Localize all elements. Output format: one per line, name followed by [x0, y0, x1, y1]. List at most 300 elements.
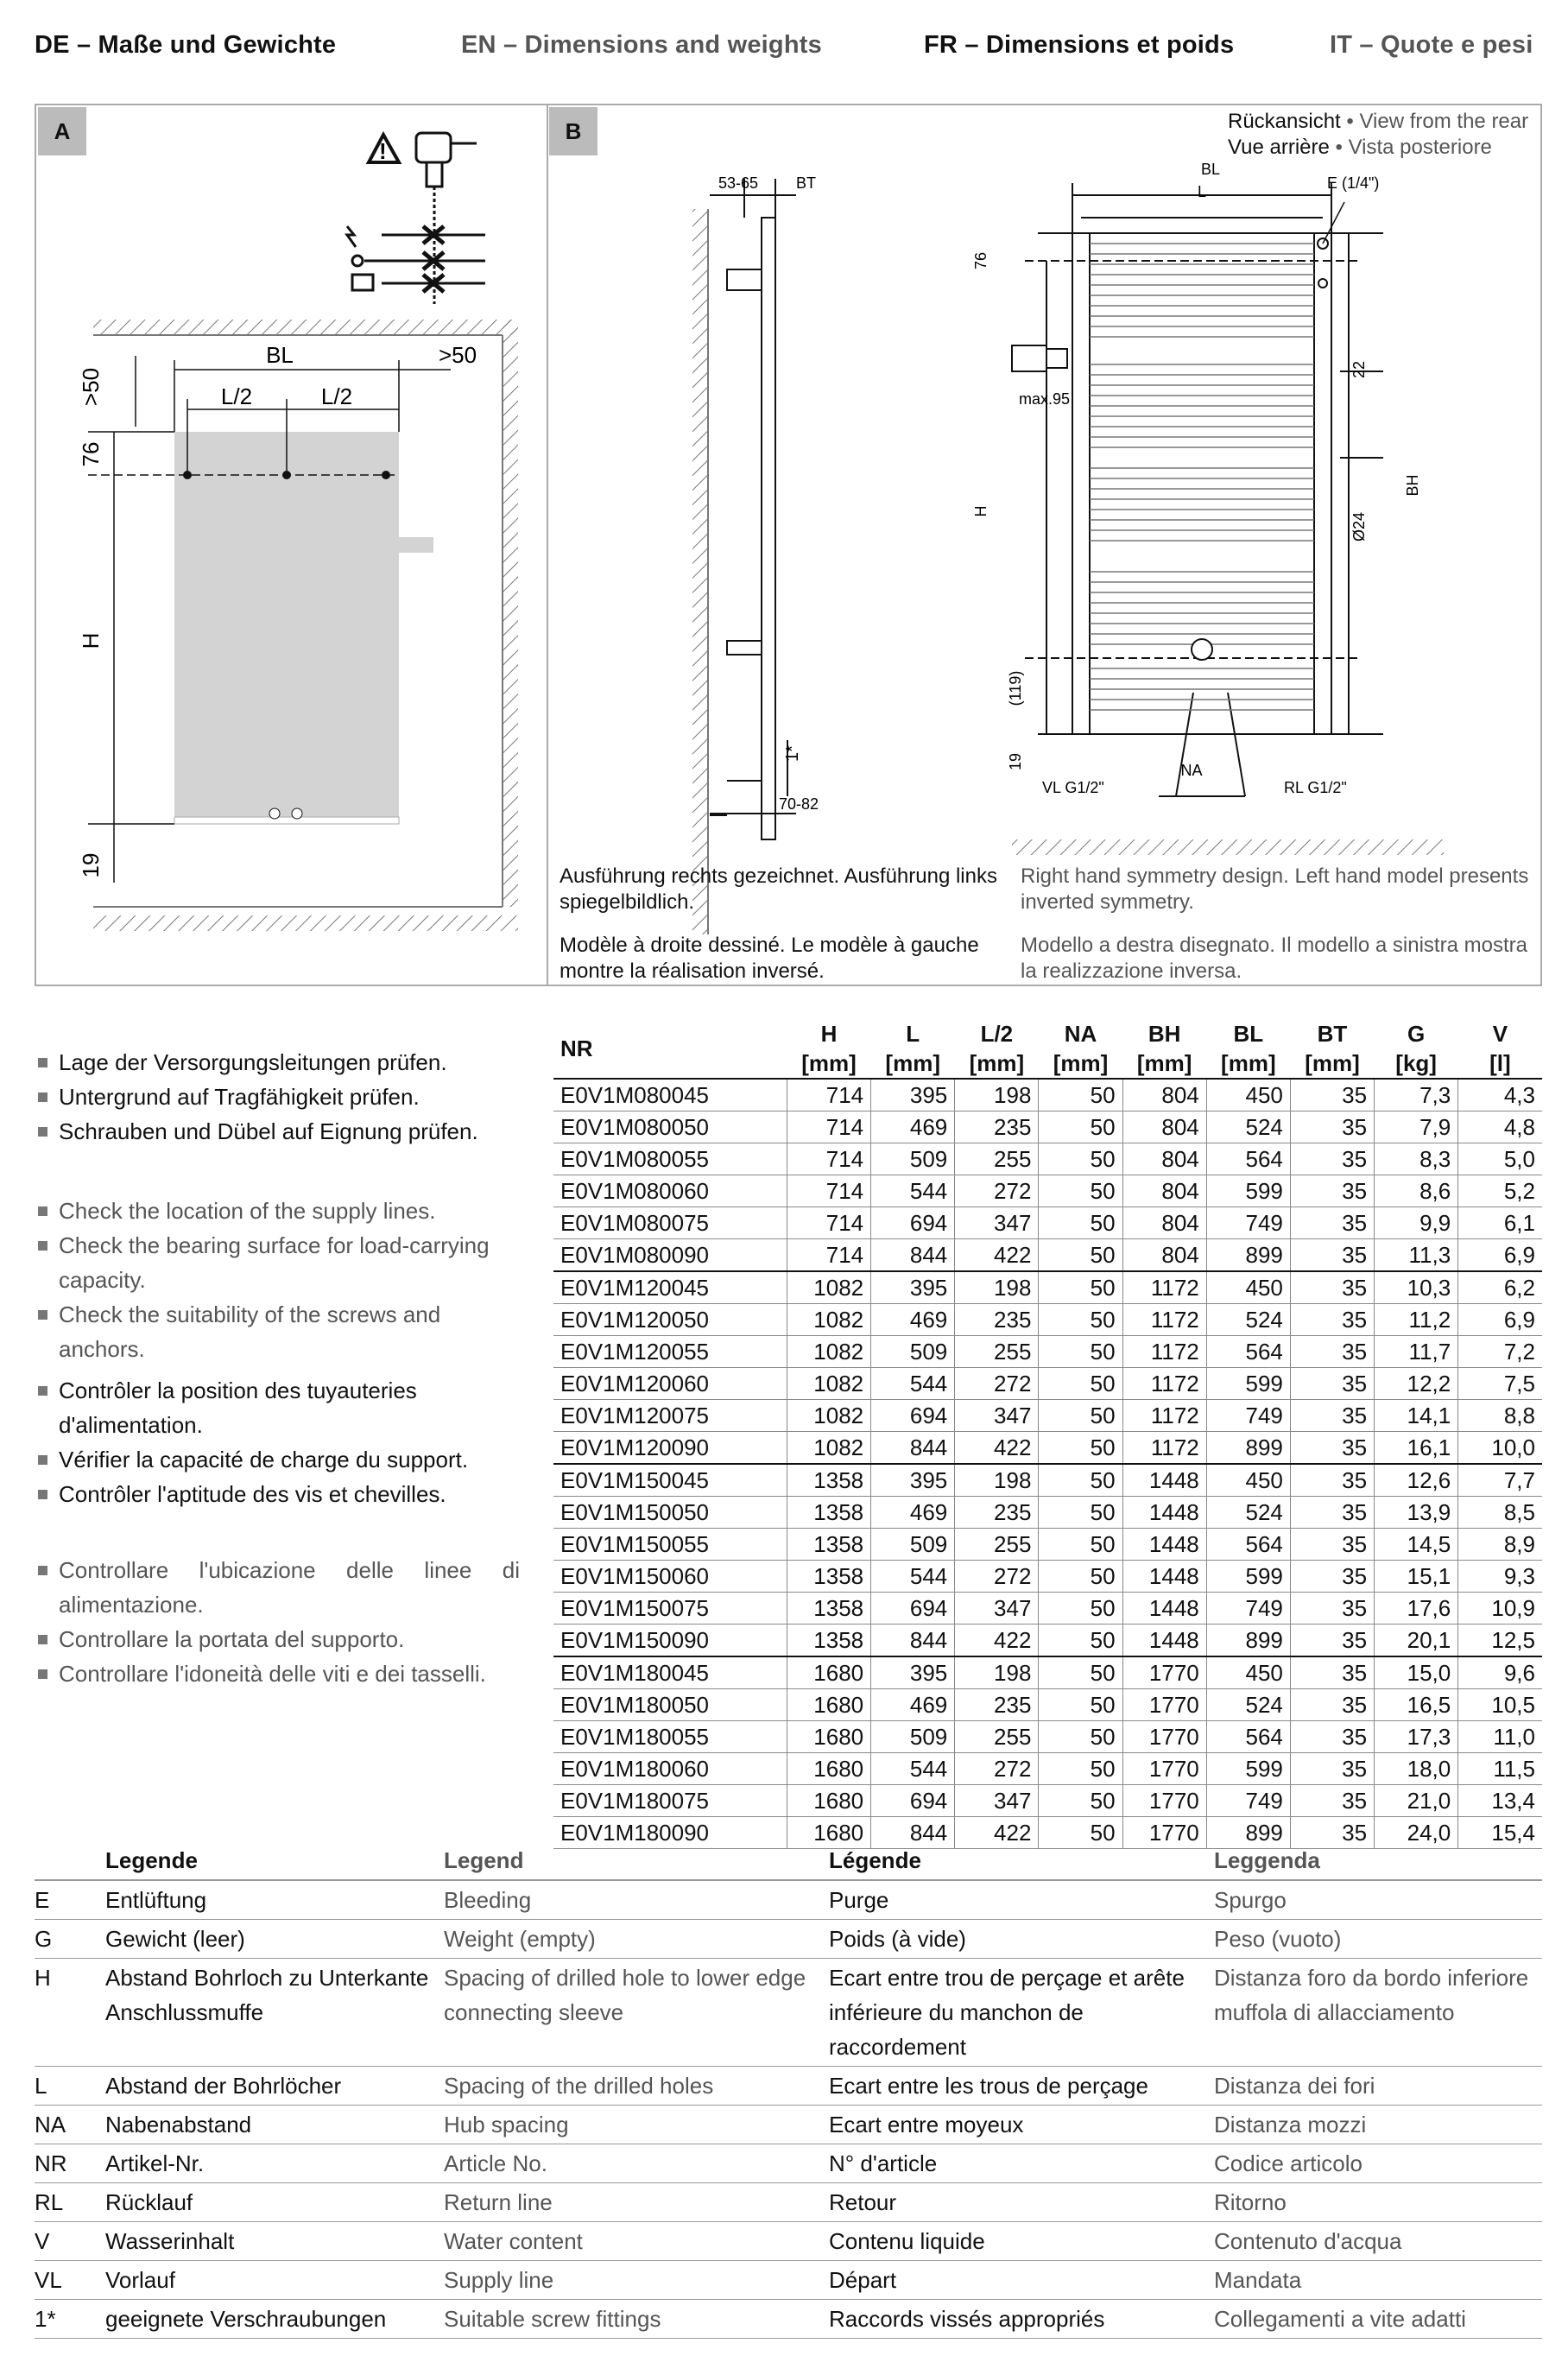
legend-de: Nabenabstand: [105, 2106, 444, 2144]
check-item: Contrôler la position des tuyauteries d'alimentation.: [35, 1373, 520, 1442]
value-cell: 35: [1290, 1207, 1374, 1239]
value-cell: 50: [1039, 1336, 1122, 1368]
legend-key: 1*: [35, 2300, 105, 2339]
legend-fr: Contenu liquide: [829, 2222, 1214, 2261]
article-number-cell: E0V1M080045: [553, 1079, 787, 1112]
b-label-19: 19: [1007, 752, 1024, 771]
article-number-cell: E0V1M180090: [553, 1817, 787, 1849]
article-number-cell: E0V1M150060: [553, 1561, 787, 1593]
value-cell: 8,3: [1375, 1143, 1458, 1175]
value-cell: 50: [1039, 1561, 1122, 1593]
legend-it: Distanza dei fori: [1214, 2067, 1542, 2106]
value-cell: 844: [871, 1432, 955, 1465]
table-row: [553, 1400, 1542, 1432]
value-cell: 50: [1039, 1624, 1122, 1657]
value-cell: 1448: [1122, 1464, 1206, 1497]
value-cell: 255: [955, 1336, 1039, 1368]
value-cell: 6,9: [1458, 1304, 1542, 1336]
value-cell: 50: [1039, 1304, 1122, 1336]
value-cell: 1448: [1122, 1529, 1206, 1561]
a-label-l2b: L/2: [320, 383, 353, 409]
legend-en: Hub spacing: [444, 2106, 829, 2144]
value-cell: 35: [1290, 1497, 1374, 1529]
value-cell: 7,2: [1458, 1336, 1542, 1368]
value-cell: 13,4: [1458, 1785, 1542, 1817]
legend-de: Vorlauf: [105, 2261, 444, 2300]
check-item: Lage der Versorgungsleitungen prüfen.: [35, 1045, 520, 1080]
value-cell: 844: [871, 1239, 955, 1272]
value-cell: 422: [955, 1239, 1039, 1272]
article-number-cell: E0V1M120055: [553, 1336, 787, 1368]
legend-row: [35, 2183, 1542, 2222]
a-label-bl: BL: [266, 342, 294, 368]
table-row: [553, 1271, 1542, 1304]
value-cell: 599: [1206, 1753, 1290, 1785]
a-label-gt50-side: >50: [78, 367, 104, 407]
value-cell: 8,8: [1458, 1400, 1542, 1432]
value-cell: 35: [1290, 1304, 1374, 1336]
value-cell: 50: [1039, 1079, 1122, 1112]
b-label-rl: RL G1/2": [1284, 779, 1347, 796]
value-cell: 347: [955, 1207, 1039, 1239]
value-cell: 255: [955, 1143, 1039, 1175]
value-cell: 255: [955, 1721, 1039, 1753]
value-cell: 10,3: [1375, 1271, 1458, 1304]
value-cell: 1358: [787, 1561, 870, 1593]
legend-row: [35, 1959, 1542, 2067]
b-label-na: NA: [1180, 762, 1203, 779]
article-number-cell: E0V1M120090: [553, 1432, 787, 1465]
value-cell: 8,6: [1375, 1175, 1458, 1207]
header-it: IT – Quote e pesi: [1330, 31, 1533, 59]
value-cell: 35: [1290, 1079, 1374, 1112]
value-cell: 395: [871, 1079, 955, 1112]
value-cell: 509: [871, 1721, 955, 1753]
value-cell: 17,3: [1375, 1721, 1458, 1753]
value-cell: 749: [1206, 1785, 1290, 1817]
b-label-bt: BT: [796, 174, 817, 192]
value-cell: 1358: [787, 1624, 870, 1657]
b-label-76: 76: [972, 251, 989, 270]
value-cell: 1448: [1122, 1561, 1206, 1593]
note-fr: Modèle à droite dessiné. Le modèle à gauche montre la réalisation inversé.: [560, 934, 979, 983]
value-cell: 694: [871, 1785, 955, 1817]
value-cell: 469: [871, 1689, 955, 1721]
value-cell: 272: [955, 1175, 1039, 1207]
value-cell: 255: [955, 1529, 1039, 1561]
value-cell: 35: [1290, 1529, 1374, 1561]
article-number-cell: E0V1M120050: [553, 1304, 787, 1336]
table-row: [553, 1656, 1542, 1689]
value-cell: 524: [1206, 1497, 1290, 1529]
value-cell: 844: [871, 1624, 955, 1657]
panel-b-tag: B: [549, 107, 597, 155]
value-cell: 544: [871, 1561, 955, 1593]
a-label-h: H: [78, 632, 104, 649]
header-fr: FR – Dimensions et poids: [924, 31, 1235, 59]
value-cell: 564: [1206, 1143, 1290, 1175]
value-cell: 6,1: [1458, 1207, 1542, 1239]
value-cell: 469: [871, 1497, 955, 1529]
check-item: Contrôler l'aptitude des vis et chevilles.: [35, 1477, 520, 1511]
value-cell: 272: [955, 1368, 1039, 1400]
value-cell: 35: [1290, 1432, 1374, 1465]
legend-de: geeignete Verschraubungen: [105, 2300, 444, 2339]
article-number-cell: E0V1M180075: [553, 1785, 787, 1817]
col-bh: BH [mm]: [1122, 1019, 1206, 1079]
article-number-cell: E0V1M080075: [553, 1207, 787, 1239]
col-bt: BT [mm]: [1290, 1019, 1374, 1079]
a-label-gt50-top: >50: [438, 342, 477, 368]
table-row: [553, 1304, 1542, 1336]
value-cell: 564: [1206, 1336, 1290, 1368]
value-cell: 12,6: [1375, 1464, 1458, 1497]
value-cell: 235: [955, 1304, 1039, 1336]
value-cell: 804: [1122, 1207, 1206, 1239]
value-cell: 50: [1039, 1785, 1122, 1817]
legend-row: [35, 1920, 1542, 1959]
value-cell: 1448: [1122, 1624, 1206, 1657]
legend-key: RL: [35, 2183, 105, 2222]
value-cell: 50: [1039, 1432, 1122, 1465]
legend-it: Codice articolo: [1214, 2144, 1542, 2183]
legend-en: Spacing of the drilled holes: [444, 2067, 829, 2106]
value-cell: 35: [1290, 1368, 1374, 1400]
legend-de: Abstand Bohrloch zu Unterkante Anschlussmuffe: [105, 1959, 444, 2067]
article-number-cell: E0V1M080060: [553, 1175, 787, 1207]
value-cell: 50: [1039, 1112, 1122, 1143]
check-item: Check the suitability of the screws and anchors.: [35, 1297, 520, 1366]
value-cell: 749: [1206, 1400, 1290, 1432]
checklist-fr: [35, 1373, 520, 1511]
b-label-1star: 1*: [783, 745, 802, 762]
svg-text:!: !: [379, 138, 387, 164]
value-cell: 1082: [787, 1336, 870, 1368]
tap-icon: [352, 275, 485, 290]
value-cell: 50: [1039, 1689, 1122, 1721]
legend-head-fr: Légende: [829, 1841, 1214, 1880]
value-cell: 599: [1206, 1368, 1290, 1400]
value-cell: 714: [787, 1207, 870, 1239]
value-cell: 1770: [1122, 1753, 1206, 1785]
b-label-max95: max.95: [1019, 390, 1071, 408]
value-cell: 469: [871, 1304, 955, 1336]
value-cell: 694: [871, 1400, 955, 1432]
value-cell: 524: [1206, 1689, 1290, 1721]
b-label-e: E (1/4"): [1327, 174, 1380, 192]
value-cell: 272: [955, 1561, 1039, 1593]
value-cell: 9,9: [1375, 1207, 1458, 1239]
b-label-l: L: [1197, 183, 1207, 200]
value-cell: 1172: [1122, 1304, 1206, 1336]
checklist-de: [35, 1045, 520, 1149]
value-cell: 35: [1290, 1143, 1374, 1175]
value-cell: 21,0: [1375, 1785, 1458, 1817]
value-cell: 694: [871, 1593, 955, 1624]
value-cell: 35: [1290, 1785, 1374, 1817]
value-cell: 7,3: [1375, 1079, 1458, 1112]
value-cell: 9,6: [1458, 1656, 1542, 1689]
table-row: [553, 1721, 1542, 1753]
table-row: [553, 1336, 1542, 1368]
value-cell: 235: [955, 1689, 1039, 1721]
value-cell: 6,9: [1458, 1239, 1542, 1272]
legend-en: Water content: [444, 2222, 829, 2261]
header-en: EN – Dimensions and weights: [461, 31, 822, 59]
check-item: Controllare l'ubicazione delle linee di alimentazione.: [35, 1553, 520, 1622]
article-number-cell: E0V1M120060: [553, 1368, 787, 1400]
note-de: Ausführung rechts gezeichnet. Ausführung links spiegelbildlich.: [560, 864, 997, 914]
legend-head-key: [35, 1841, 105, 1880]
value-cell: 50: [1039, 1368, 1122, 1400]
legend-key: H: [35, 1959, 105, 2067]
value-cell: 50: [1039, 1753, 1122, 1785]
legend-key: VL: [35, 2261, 105, 2300]
value-cell: 714: [787, 1112, 870, 1143]
legend-key: NA: [35, 2106, 105, 2144]
value-cell: 1680: [787, 1656, 870, 1689]
b-label-bh: BH: [1404, 474, 1421, 497]
value-cell: 15,0: [1375, 1656, 1458, 1689]
value-cell: 4,3: [1458, 1079, 1542, 1112]
checklist-it: [35, 1553, 520, 1691]
value-cell: 10,0: [1458, 1432, 1542, 1465]
table-row: [553, 1464, 1542, 1497]
value-cell: 13,9: [1375, 1497, 1458, 1529]
legend-row: [35, 2144, 1542, 2183]
value-cell: 1082: [787, 1400, 870, 1432]
article-number-cell: E0V1M180060: [553, 1753, 787, 1785]
value-cell: 50: [1039, 1721, 1122, 1753]
legend-de: Entlüftung: [105, 1880, 444, 1920]
value-cell: 1680: [787, 1721, 870, 1753]
legend-key: E: [35, 1880, 105, 1920]
value-cell: 544: [871, 1175, 955, 1207]
b-label-d24: Ø24: [1350, 511, 1368, 542]
legend-fr: N° d'article: [829, 2144, 1214, 2183]
legend-key: V: [35, 2222, 105, 2261]
value-cell: 7,9: [1375, 1112, 1458, 1143]
value-cell: 1358: [787, 1529, 870, 1561]
value-cell: 6,2: [1458, 1271, 1542, 1304]
table-row: [553, 1689, 1542, 1721]
value-cell: 50: [1039, 1497, 1122, 1529]
check-item: Schrauben und Dübel auf Eignung prüfen.: [35, 1114, 520, 1149]
value-cell: 198: [955, 1656, 1039, 1689]
pipe-line-icon: [352, 256, 485, 266]
legend-it: Contenuto d'acqua: [1214, 2222, 1542, 2261]
value-cell: 9,3: [1458, 1561, 1542, 1593]
legend-en: Suitable screw fittings: [444, 2300, 829, 2339]
article-number-cell: E0V1M080055: [553, 1143, 787, 1175]
check-item: Check the bearing surface for load-carrying capacity.: [35, 1228, 520, 1297]
table-row: [553, 1624, 1542, 1657]
value-cell: 1448: [1122, 1497, 1206, 1529]
dimensions-table: [553, 1019, 1542, 1849]
legend-key: NR: [35, 2144, 105, 2183]
value-cell: 272: [955, 1753, 1039, 1785]
value-cell: 1082: [787, 1432, 870, 1465]
value-cell: 35: [1290, 1689, 1374, 1721]
value-cell: 50: [1039, 1593, 1122, 1624]
legend-key: L: [35, 2067, 105, 2106]
value-cell: 50: [1039, 1143, 1122, 1175]
legend-de: Rücklauf: [105, 2183, 444, 2222]
value-cell: 749: [1206, 1207, 1290, 1239]
value-cell: 844: [871, 1817, 955, 1849]
legend-fr: Purge: [829, 1880, 1214, 1920]
legend-en: Supply line: [444, 2261, 829, 2300]
value-cell: 395: [871, 1656, 955, 1689]
value-cell: 804: [1122, 1239, 1206, 1272]
col-bl: BL [mm]: [1206, 1019, 1290, 1079]
value-cell: 524: [1206, 1112, 1290, 1143]
value-cell: 5,0: [1458, 1143, 1542, 1175]
value-cell: 714: [787, 1143, 870, 1175]
value-cell: 749: [1206, 1593, 1290, 1624]
legend-de: Wasserinhalt: [105, 2222, 444, 2261]
value-cell: 18,0: [1375, 1753, 1458, 1785]
col-na: NA [mm]: [1039, 1019, 1122, 1079]
value-cell: 11,3: [1375, 1239, 1458, 1272]
value-cell: 15,1: [1375, 1561, 1458, 1593]
value-cell: 450: [1206, 1464, 1290, 1497]
value-cell: 50: [1039, 1656, 1122, 1689]
value-cell: 15,4: [1458, 1817, 1542, 1849]
table-row: [553, 1112, 1542, 1143]
legend-en: Article No.: [444, 2144, 829, 2183]
table-row: [553, 1432, 1542, 1465]
table-row: [553, 1561, 1542, 1593]
value-cell: 804: [1122, 1143, 1206, 1175]
a-label-l2a: L/2: [220, 383, 253, 409]
value-cell: 1082: [787, 1304, 870, 1336]
value-cell: 564: [1206, 1529, 1290, 1561]
value-cell: 599: [1206, 1175, 1290, 1207]
table-row: [553, 1143, 1542, 1175]
value-cell: 35: [1290, 1593, 1374, 1624]
legend-fr: Retour: [829, 2183, 1214, 2222]
value-cell: 50: [1039, 1529, 1122, 1561]
table-row: [553, 1529, 1542, 1561]
value-cell: 1770: [1122, 1689, 1206, 1721]
value-cell: 35: [1290, 1400, 1374, 1432]
value-cell: 714: [787, 1175, 870, 1207]
article-number-cell: E0V1M150050: [553, 1497, 787, 1529]
value-cell: 1172: [1122, 1400, 1206, 1432]
value-cell: 509: [871, 1143, 955, 1175]
value-cell: 14,1: [1375, 1400, 1458, 1432]
b-label-h: H: [972, 505, 989, 517]
value-cell: 509: [871, 1336, 955, 1368]
article-number-cell: E0V1M180055: [553, 1721, 787, 1753]
value-cell: 12,5: [1458, 1624, 1542, 1657]
table-row: [553, 1368, 1542, 1400]
value-cell: 50: [1039, 1271, 1122, 1304]
legend-row: [35, 2222, 1542, 2261]
panel-a-drawing: [78, 133, 518, 931]
article-number-cell: E0V1M180050: [553, 1689, 787, 1721]
legend-it: Ritorno: [1214, 2183, 1542, 2222]
value-cell: 899: [1206, 1624, 1290, 1657]
value-cell: 694: [871, 1207, 955, 1239]
value-cell: 422: [955, 1817, 1039, 1849]
value-cell: 5,2: [1458, 1175, 1542, 1207]
article-number-cell: E0V1M120045: [553, 1271, 787, 1304]
value-cell: 16,5: [1375, 1689, 1458, 1721]
col-h: H [mm]: [787, 1019, 870, 1079]
article-number-cell: E0V1M150045: [553, 1464, 787, 1497]
value-cell: 50: [1039, 1207, 1122, 1239]
value-cell: 12,2: [1375, 1368, 1458, 1400]
value-cell: 198: [955, 1271, 1039, 1304]
value-cell: 35: [1290, 1239, 1374, 1272]
value-cell: 1358: [787, 1593, 870, 1624]
value-cell: 509: [871, 1529, 955, 1561]
note-it: Modello a destra disegnato. Il modello a sinistra mostra la realizzazione inversa.: [1021, 934, 1527, 983]
value-cell: 544: [871, 1753, 955, 1785]
value-cell: 35: [1290, 1624, 1374, 1657]
value-cell: 899: [1206, 1817, 1290, 1849]
value-cell: 11,2: [1375, 1304, 1458, 1336]
check-item: Controllare la portata del supporto.: [35, 1622, 520, 1656]
b-label-22: 22: [1350, 360, 1368, 378]
technical-drawings: [36, 105, 1540, 985]
rear-view-caption: Rückansicht • View from the rear Vue arrière • Vista posteriore: [1228, 110, 1529, 159]
header-de: DE – Maße und Gewichte: [35, 31, 337, 59]
value-cell: 524: [1206, 1304, 1290, 1336]
rear-view-it: Vista posteriore: [1348, 136, 1492, 159]
value-cell: 11,0: [1458, 1721, 1542, 1753]
value-cell: 899: [1206, 1432, 1290, 1465]
value-cell: 899: [1206, 1239, 1290, 1272]
legend-fr: Départ: [829, 2261, 1214, 2300]
table-row: [553, 1079, 1542, 1112]
value-cell: 599: [1206, 1561, 1290, 1593]
value-cell: 1770: [1122, 1785, 1206, 1817]
legend-it: Distanza mozzi: [1214, 2106, 1542, 2144]
table-row: [553, 1785, 1542, 1817]
value-cell: 347: [955, 1593, 1039, 1624]
value-cell: 1358: [787, 1464, 870, 1497]
legend-fr: Ecart entre les trous de perçage: [829, 2067, 1214, 2106]
article-number-cell: E0V1M150090: [553, 1624, 787, 1657]
value-cell: 1680: [787, 1689, 870, 1721]
rear-view-de: Rückansicht: [1228, 110, 1341, 133]
value-cell: 7,5: [1458, 1368, 1542, 1400]
col-g: G [kg]: [1375, 1019, 1458, 1079]
legend-row: [35, 2067, 1542, 2106]
table-row: [553, 1497, 1542, 1529]
value-cell: 1680: [787, 1817, 870, 1849]
value-cell: 50: [1039, 1464, 1122, 1497]
value-cell: 16,1: [1375, 1432, 1458, 1465]
table-row: [553, 1593, 1542, 1624]
legend-row: [35, 2106, 1542, 2144]
legend-row: [35, 2261, 1542, 2300]
value-cell: 804: [1122, 1175, 1206, 1207]
check-item: Vérifier la capacité de charge du support.: [35, 1442, 520, 1477]
b-label-vl: VL G1/2": [1042, 779, 1104, 796]
article-number-cell: E0V1M080090: [553, 1239, 787, 1272]
electric-line-icon: [347, 226, 485, 247]
value-cell: 35: [1290, 1817, 1374, 1849]
value-cell: 347: [955, 1400, 1039, 1432]
legend-fr: Raccords vissés appropriés: [829, 2300, 1214, 2339]
value-cell: 35: [1290, 1721, 1374, 1753]
legend-header-row: [35, 1841, 1542, 1880]
a-label-76: 76: [78, 441, 104, 467]
